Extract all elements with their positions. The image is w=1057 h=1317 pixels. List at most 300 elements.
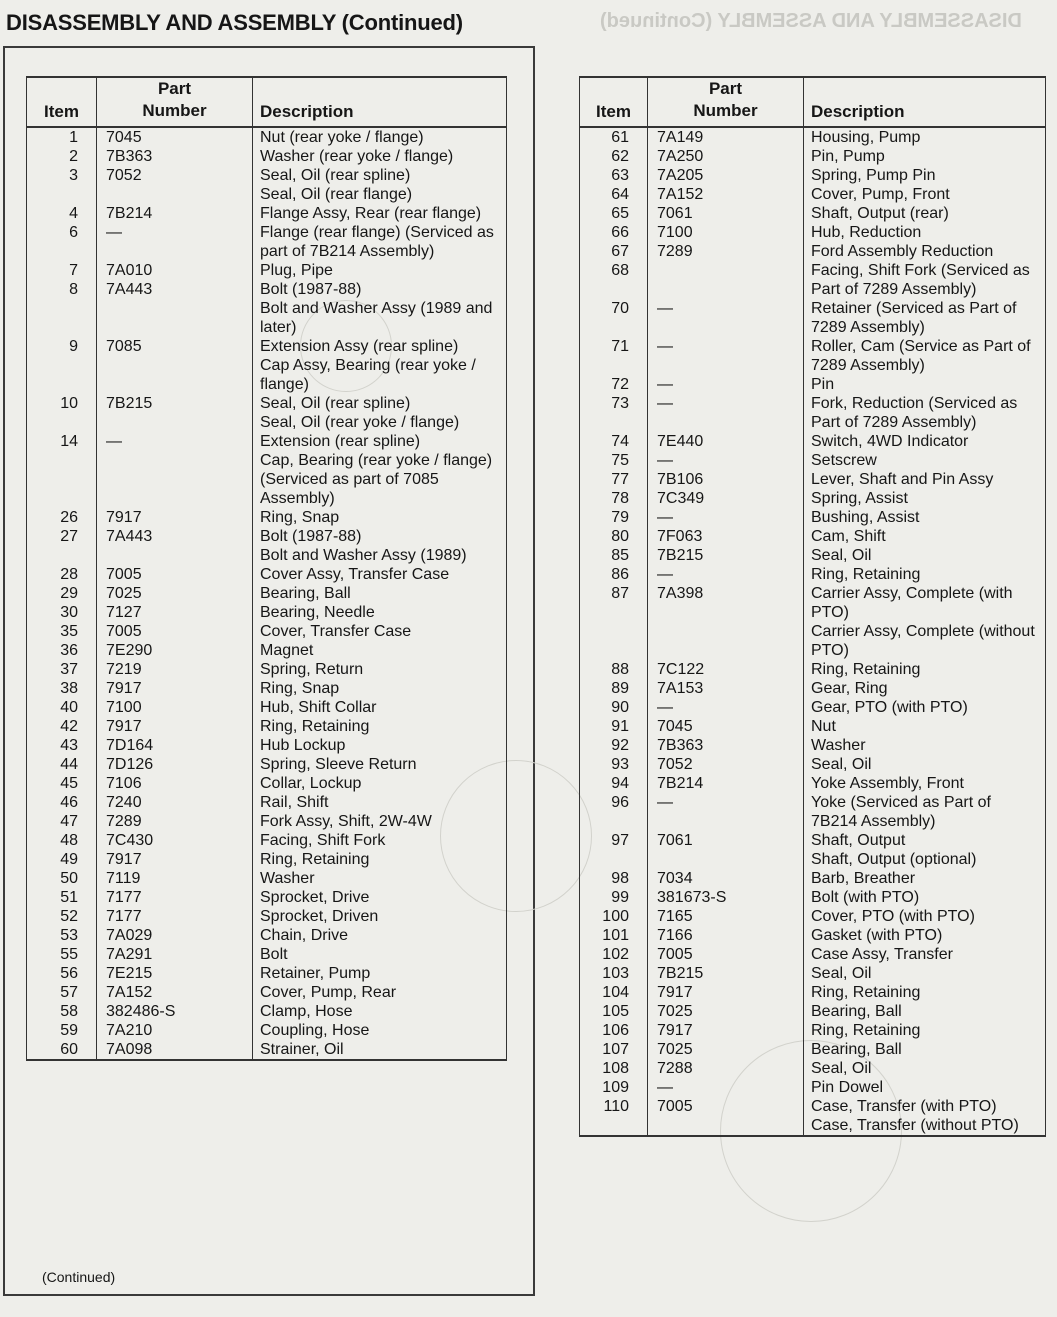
description-line: Pin [811, 376, 835, 393]
description-line: Ring, Retaining [260, 851, 370, 868]
table-row [27, 204, 507, 223]
part-number: 7A010 [97, 261, 253, 280]
description-cell [804, 1078, 1046, 1097]
part-number: 7B214 [97, 204, 253, 223]
description-cell [804, 717, 1046, 736]
description-line: Gasket (with PTO) [811, 927, 943, 944]
description-cell [804, 470, 1046, 489]
item-number: 62 [580, 147, 648, 166]
part-number: 7A029 [97, 926, 253, 945]
table-row [580, 432, 1046, 451]
description-cell [804, 1021, 1046, 1040]
description-line: Seal, Oil [811, 756, 872, 773]
table-row [27, 223, 507, 261]
item-number: 77 [580, 470, 648, 489]
parts-table-left-body [27, 127, 507, 1060]
description-cell [804, 337, 1046, 375]
item-number: 51 [27, 888, 97, 907]
table-row [580, 1002, 1046, 1021]
part-number: 7917 [97, 717, 253, 736]
table-row [580, 242, 1046, 261]
part-number: 7C349 [648, 489, 804, 508]
table-row [27, 565, 507, 584]
description-line: Cover, Pump, Front [811, 186, 950, 203]
item-number: 65 [580, 204, 648, 223]
description-line: Cam, Shift [811, 528, 886, 545]
item-number: 72 [580, 375, 648, 394]
description-line: Setscrew [811, 452, 877, 469]
description-line: Carrier Assy, Complete (without PTO) [811, 623, 1035, 659]
item-number: 36 [27, 641, 97, 660]
description-line: Ring, Retaining [811, 566, 921, 583]
part-number: 7045 [648, 717, 804, 736]
table-row [27, 1021, 507, 1040]
part-number: 7B215 [648, 964, 804, 983]
description-cell [253, 508, 507, 527]
item-number: 74 [580, 432, 648, 451]
description-cell [804, 584, 1046, 660]
item-number: 46 [27, 793, 97, 812]
item-number: 89 [580, 679, 648, 698]
part-number: 7288 [648, 1059, 804, 1078]
description-line: Bearing, Ball [260, 585, 351, 602]
part-number: 7165 [648, 907, 804, 926]
description-line: Bushing, Assist [811, 509, 920, 526]
part-number: — [648, 698, 804, 717]
item-number: 91 [580, 717, 648, 736]
description-cell [253, 888, 507, 907]
description-line: Roller, Cam (Service as Part of 7289 Assembly) [811, 338, 1031, 374]
part-number: 7289 [97, 812, 253, 831]
part-number: 7289 [648, 242, 804, 261]
part-number: 7C122 [648, 660, 804, 679]
part-number: 7A205 [648, 166, 804, 185]
description-cell [804, 299, 1046, 337]
description-cell [804, 166, 1046, 185]
continued-note: (Continued) [42, 1269, 116, 1285]
header-part-line1: Part [708, 79, 743, 98]
description-line: Yoke Assembly, Front [811, 775, 964, 792]
description-line: Bolt (1987-88) [260, 528, 362, 545]
description-line: Retainer (Serviced as Part of 7289 Assembly) [811, 300, 1017, 336]
description-line: Bolt (1987-88) [260, 281, 362, 298]
description-cell [804, 204, 1046, 223]
description-cell [804, 147, 1046, 166]
table-row [27, 527, 507, 565]
part-number: — [648, 565, 804, 584]
table-row [580, 451, 1046, 470]
part-number: 7127 [97, 603, 253, 622]
table-row [580, 964, 1046, 983]
item-number: 42 [27, 717, 97, 736]
description-cell [253, 1021, 507, 1040]
parts-table-left [26, 76, 507, 1061]
item-number: 27 [27, 527, 97, 565]
description-line: Flange (rear flange) (Serviced as part of 7B214 Assembly) [260, 224, 494, 260]
table-row [580, 1059, 1046, 1078]
description-cell [253, 127, 507, 147]
table-row [580, 127, 1046, 147]
item-number: 6 [27, 223, 97, 261]
part-number: 7052 [648, 755, 804, 774]
description-cell [253, 831, 507, 850]
table-row [27, 907, 507, 926]
part-number: 7A443 [97, 527, 253, 565]
part-number: 7917 [97, 508, 253, 527]
description-line: Ring, Snap [260, 680, 340, 697]
part-number: 7A153 [648, 679, 804, 698]
description-cell [804, 907, 1046, 926]
item-number: 105 [580, 1002, 648, 1021]
description-line: Carrier Assy, Complete (with PTO) [811, 585, 1013, 621]
description-cell [253, 280, 507, 337]
table-row [27, 964, 507, 983]
show-through-title: DISASSEMBLY AND ASSEMBLY (Continued) [600, 10, 1022, 32]
table-row [27, 394, 507, 432]
item-number: 96 [580, 793, 648, 831]
description-cell [804, 869, 1046, 888]
part-number: 7100 [648, 223, 804, 242]
part-number: — [648, 1078, 804, 1097]
description-line: Shaft, Output (optional) [811, 851, 977, 868]
table-row [580, 1021, 1046, 1040]
description-line: Seal, Oil (rear spline) [260, 395, 411, 412]
header-item: Item [27, 77, 97, 127]
description-line: Barb, Breather [811, 870, 916, 887]
description-cell [804, 698, 1046, 717]
description-cell [253, 147, 507, 166]
description-line: Bearing, Needle [260, 604, 375, 621]
table-row [27, 337, 507, 394]
table-row [580, 793, 1046, 831]
table-row [580, 489, 1046, 508]
part-number: 7C430 [97, 831, 253, 850]
description-cell [253, 641, 507, 660]
description-line: Clamp, Hose [260, 1003, 353, 1020]
part-number: 7B363 [97, 147, 253, 166]
table-row [580, 299, 1046, 337]
item-number: 103 [580, 964, 648, 983]
item-number: 94 [580, 774, 648, 793]
item-number: 55 [27, 945, 97, 964]
part-number: 7E215 [97, 964, 253, 983]
description-line: Strainer, Oil [260, 1041, 344, 1058]
item-number: 88 [580, 660, 648, 679]
part-number: 381673-S [648, 888, 804, 907]
description-line: Rail, Shift [260, 794, 329, 811]
item-number: 106 [580, 1021, 648, 1040]
description-line: Case, Transfer (with PTO) [811, 1098, 997, 1115]
part-number: 7061 [648, 204, 804, 223]
description-line: Seal, Oil (rear yoke / flange) [260, 414, 460, 431]
description-cell [253, 926, 507, 945]
part-number: 7106 [97, 774, 253, 793]
part-number: 7061 [648, 831, 804, 869]
table-row [580, 736, 1046, 755]
description-line: Sprocket, Drive [260, 889, 370, 906]
part-number: 7B214 [648, 774, 804, 793]
table-row [27, 584, 507, 603]
part-number: 7240 [97, 793, 253, 812]
table-header [27, 77, 507, 127]
item-number: 47 [27, 812, 97, 831]
part-number: 7219 [97, 660, 253, 679]
part-number: 7119 [97, 869, 253, 888]
table-row [27, 280, 507, 337]
description-cell [804, 793, 1046, 831]
description-cell [804, 127, 1046, 147]
table-header [580, 77, 1046, 127]
description-cell [253, 1040, 507, 1060]
description-line: Ring, Retaining [811, 661, 921, 678]
table-row [27, 641, 507, 660]
description-cell [804, 888, 1046, 907]
description-cell [253, 907, 507, 926]
description-cell [253, 223, 507, 261]
description-cell [804, 223, 1046, 242]
table-row [580, 698, 1046, 717]
item-number: 98 [580, 869, 648, 888]
table-row [580, 375, 1046, 394]
description-line: Extension (rear spline) [260, 433, 421, 450]
description-line: Spring, Assist [811, 490, 908, 507]
item-number: 58 [27, 1002, 97, 1021]
item-number: 1 [27, 127, 97, 147]
description-cell [804, 774, 1046, 793]
item-number: 50 [27, 869, 97, 888]
part-number: 7D126 [97, 755, 253, 774]
description-cell [804, 489, 1046, 508]
table-row [27, 432, 507, 508]
table-row [27, 660, 507, 679]
description-cell [804, 394, 1046, 432]
item-number: 86 [580, 565, 648, 584]
part-number: — [648, 793, 804, 831]
part-number: 382486-S [97, 1002, 253, 1021]
description-line: Collar, Lockup [260, 775, 362, 792]
description-cell [253, 660, 507, 679]
table-row [580, 831, 1046, 869]
item-number: 79 [580, 508, 648, 527]
item-number: 56 [27, 964, 97, 983]
item-number: 30 [27, 603, 97, 622]
description-line: Nut (rear yoke / flange) [260, 129, 424, 146]
description-cell [804, 527, 1046, 546]
item-number: 60 [27, 1040, 97, 1060]
description-line: Bolt and Washer Assy (1989 and later) [260, 300, 493, 336]
part-number: 7177 [97, 907, 253, 926]
table-row [580, 261, 1046, 299]
description-line: Bearing, Ball [811, 1003, 902, 1020]
part-number: 7917 [648, 983, 804, 1002]
part-number: 7A443 [97, 280, 253, 337]
description-cell [253, 812, 507, 831]
item-number: 100 [580, 907, 648, 926]
description-cell [804, 1002, 1046, 1021]
part-number: 7B106 [648, 470, 804, 489]
item-number: 9 [27, 337, 97, 394]
description-cell [804, 1040, 1046, 1059]
item-number: 68 [580, 261, 648, 299]
item-number: 73 [580, 394, 648, 432]
table-row [580, 584, 1046, 660]
description-cell [253, 261, 507, 280]
description-cell [253, 850, 507, 869]
part-number: 7B363 [648, 736, 804, 755]
description-line: Hub Lockup [260, 737, 346, 754]
item-number: 48 [27, 831, 97, 850]
header-item: Item [580, 77, 648, 127]
table-row [27, 508, 507, 527]
table-row [580, 926, 1046, 945]
part-number: — [648, 375, 804, 394]
description-line: Bolt (with PTO) [811, 889, 920, 906]
item-number: 109 [580, 1078, 648, 1097]
parts-table-right-body [580, 127, 1046, 1136]
description-line: Extension Assy (rear spline) [260, 338, 459, 355]
header-part-number [648, 77, 804, 127]
table-row [580, 394, 1046, 432]
description-line: Spring, Sleeve Return [260, 756, 417, 773]
item-number: 26 [27, 508, 97, 527]
description-line: Pin, Pump [811, 148, 885, 165]
item-number: 45 [27, 774, 97, 793]
description-line: Washer [260, 870, 315, 887]
description-cell [804, 185, 1046, 204]
description-line: Pin Dowel [811, 1079, 884, 1096]
table-row [580, 869, 1046, 888]
part-number [648, 261, 804, 299]
table-row [580, 147, 1046, 166]
header-part-line2: Number [142, 101, 207, 120]
table-row [580, 1078, 1046, 1097]
description-cell [253, 204, 507, 223]
description-cell [253, 584, 507, 603]
description-line: Seal, Oil [811, 1060, 872, 1077]
item-number: 44 [27, 755, 97, 774]
item-number: 64 [580, 185, 648, 204]
table-row [580, 717, 1046, 736]
description-line: Yoke (Serviced as Part of 7B214 Assembly) [811, 794, 991, 830]
description-line: Spring, Return [260, 661, 364, 678]
table-row [580, 945, 1046, 964]
item-number: 107 [580, 1040, 648, 1059]
description-line: Seal, Oil [811, 965, 872, 982]
description-line: Cover Assy, Transfer Case [260, 566, 450, 583]
table-row [580, 546, 1046, 565]
part-number: — [648, 299, 804, 337]
part-number: 7A210 [97, 1021, 253, 1040]
description-line: Hub, Reduction [811, 224, 922, 241]
header-part-line1: Part [157, 79, 192, 98]
description-line: Spring, Pump Pin [811, 167, 936, 184]
item-number: 37 [27, 660, 97, 679]
item-number: 67 [580, 242, 648, 261]
description-cell [253, 717, 507, 736]
description-cell [253, 603, 507, 622]
description-cell [804, 660, 1046, 679]
table-row [27, 127, 507, 147]
description-line: Ring, Snap [260, 509, 340, 526]
description-cell [804, 831, 1046, 869]
description-line: Hub, Shift Collar [260, 699, 377, 716]
item-number: 14 [27, 432, 97, 508]
part-number: 7025 [648, 1040, 804, 1059]
part-number: 7A398 [648, 584, 804, 660]
item-number: 80 [580, 527, 648, 546]
description-cell [253, 1002, 507, 1021]
item-number: 85 [580, 546, 648, 565]
table-row [580, 1097, 1046, 1136]
part-number: 7052 [97, 166, 253, 204]
description-line: Magnet [260, 642, 314, 659]
item-number: 35 [27, 622, 97, 641]
description-cell [804, 565, 1046, 584]
description-cell [253, 793, 507, 812]
description-line: Ring, Retaining [811, 984, 921, 1001]
description-cell [804, 261, 1046, 299]
description-line: Facing, Shift Fork [260, 832, 386, 849]
description-cell [804, 1097, 1046, 1136]
table-row [580, 223, 1046, 242]
description-cell [804, 736, 1046, 755]
table-row [27, 831, 507, 850]
item-number: 97 [580, 831, 648, 869]
description-cell [804, 926, 1046, 945]
description-cell [253, 679, 507, 698]
item-number: 108 [580, 1059, 648, 1078]
table-row [27, 793, 507, 812]
table-row [27, 717, 507, 736]
description-line: Lever, Shaft and Pin Assy [811, 471, 994, 488]
table-row [27, 166, 507, 204]
description-line: Retainer, Pump [260, 965, 371, 982]
description-line: Housing, Pump [811, 129, 921, 146]
table-row [580, 660, 1046, 679]
item-number: 43 [27, 736, 97, 755]
item-number: 2 [27, 147, 97, 166]
description-line: Gear, Ring [811, 680, 888, 697]
description-line: Fork, Reduction (Serviced as Part of 7289 Assembly) [811, 395, 1018, 431]
item-number: 3 [27, 166, 97, 204]
item-number: 53 [27, 926, 97, 945]
item-number: 57 [27, 983, 97, 1002]
description-cell [253, 622, 507, 641]
table-row [580, 565, 1046, 584]
description-line: Cover, Pump, Rear [260, 984, 397, 1001]
description-line: Shaft, Output [811, 832, 906, 849]
table-row [580, 166, 1046, 185]
part-number: 7B215 [97, 394, 253, 432]
table-row [27, 698, 507, 717]
item-number: 92 [580, 736, 648, 755]
table-row [580, 907, 1046, 926]
description-line: Ring, Retaining [260, 718, 370, 735]
description-line: Nut [811, 718, 836, 735]
item-number: 40 [27, 698, 97, 717]
part-number: 7E440 [648, 432, 804, 451]
part-number: 7025 [97, 584, 253, 603]
table-row [580, 888, 1046, 907]
part-number: 7A291 [97, 945, 253, 964]
part-number: 7A152 [97, 983, 253, 1002]
item-number: 101 [580, 926, 648, 945]
description-cell [253, 774, 507, 793]
table-row [580, 185, 1046, 204]
item-number: 10 [27, 394, 97, 432]
description-line: Gear, PTO (with PTO) [811, 699, 968, 716]
item-number: 63 [580, 166, 648, 185]
